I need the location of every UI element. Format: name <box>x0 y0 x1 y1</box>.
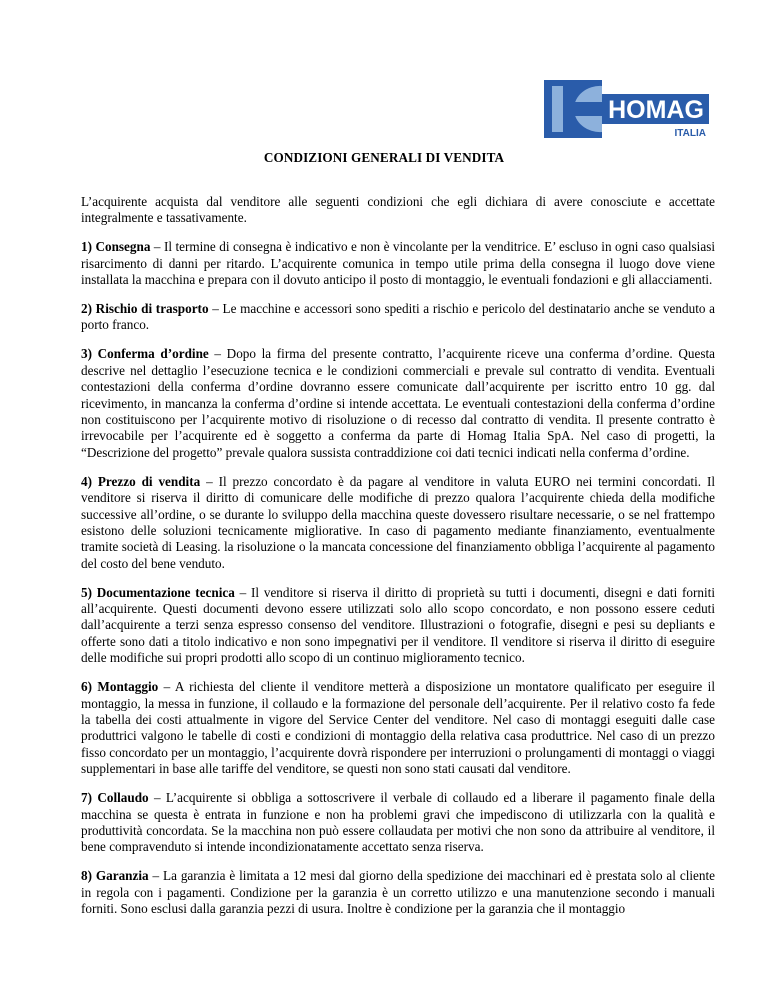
section-heading: 4) Prezzo di vendita <box>81 473 201 489</box>
section-conferma-ordine <box>81 346 715 461</box>
section-text: – L’acquirente si obbliga a sottoscrivere il verbale di collaudo ed a liberare il pagamento finale della macchina se questa è entrata in funzione e non ha problemi gravi che impediscono di utilizzarla con la qualità e produttività concordata. Se la macchina non può essere collaudata per motivi che non sono da attribuire al venditore, il bene compravenduto si intende incondizionatamente accettato senza riserva. <box>81 790 715 855</box>
section-heading: 5) Documentazione tecnica <box>81 584 235 600</box>
section-garanzia <box>81 868 715 917</box>
section-text: – Il prezzo concordato è da pagare al venditore in valuta EURO nei termini concordati. Il venditore si riserva il diritto di comunicare delle modifiche di prezzo qualora l’acquirente chieda della modifiche successive all’ordine, o se durante lo sviluppo della macchina queste dovessero risultare necessarie, o se nel frattempo esistono delle soluzioni tecnicamente migliorative. In caso di pagamento mediante finanziamento, eventualmente tramite società di Leasing. la risoluzione o la mancata concessione del finanziamento obbliga l’acquirente al pagamento del costo del bene venduto. <box>81 473 715 571</box>
section-documentazione-tecnica <box>81 585 715 667</box>
section-text: – Dopo la firma del presente contratto, l’acquirente riceve una conferma d’ordine. Questa descrive nel dettaglio l’esecuzione tecnica e le condizioni commerciali e prevale sul contratto di vendita. Eventuali contestazioni della conferma d’ordine dovranno essere comunicate dall’acquirente per iscritto entro 10 gg. dal ricevimento, in mancanza la conferma d’ordine si intende accettata. Le eventuali contestazioni della conferma d’ordine non costituiscono per l’acquirente motivo di risoluzione o di recesso dal contratto di vendita. Il presente contratto è irrevocabile per l’acquirente ed è soggetto a conferma da parte di Homag Italia SpA. Nel caso di progetti, la “Descrizione del progetto” prevale qualora sussista contraddizione coi dati tecnici indicati nella conferma d’ordine. <box>81 346 715 460</box>
homag-italia-logo <box>544 80 709 138</box>
logo-sub-text: ITALIA <box>674 128 706 138</box>
section-text: – A richiesta del cliente il venditore metterà a disposizione un montatore qualificato per eseguire il montaggio, la messa in funzione, il collaudo e la formazione del personale dell’acquirente. Per il relativo costo fa fede la tabella dei costi attualmente in vigore del Service Center del venditore. Nel caso di montaggi eseguiti dalle case produttrici valgono le tabelle di costi e condizioni di montaggio della relativa casa produttrice. Nel caso di un prezzo fisso concordato per un montaggio, l’acquirente dovrà rispondere per interruzioni o prolungamenti di montaggi o viaggi supplementari in base alle tariffe del venditore, se questi non sono stati causati dal venditore. <box>81 679 715 777</box>
section-text: – Il venditore si riserva il diritto di proprietà su tutti i documenti, disegni e dati forniti all’acquirente. Questi documenti devono essere utilizzati solo allo scopo concordato, e non possono essere ceduti dall’acquirente a terzi senza espresso consenso del venditore. Illustrazioni o fotografie, disegni e pesi su depliants e offerte sono dati a titolo indicativo e non sono impegnativi per il venditore. Il venditore si riserva il diritto di eseguire delle modifiche sui propri prodotti allo scopo di un continuo miglioramento tecnico. <box>81 584 715 666</box>
section-collaudo <box>81 790 715 856</box>
section-text: – Le macchine e accessori sono spediti a rischio e pericolo del destinatario anche se venduto a porto franco. <box>81 301 715 333</box>
section-heading: 6) Montaggio <box>81 679 159 695</box>
section-heading: 3) Conferma d’ordine <box>81 346 209 362</box>
section-heading: 8) Garanzia <box>81 868 149 884</box>
section-consegna <box>81 239 715 288</box>
section-text: – Il termine di consegna è indicativo e non è vincolante per la venditrice. E’ escluso in ogni caso qualsiasi risarcimento di danni per ritardo. L’acquirente comunica in tempo utile prima della consegna il luogo dove viene installata la macchina e prepara con il dovuto anticipo il posto di montaggio, le eventuali fondazioni e gli allacciamenti. <box>81 239 715 288</box>
section-prezzo-vendita <box>81 474 715 572</box>
section-heading: 1) Consegna <box>81 239 151 255</box>
document-body <box>81 194 715 930</box>
section-text: – La garanzia è limitata a 12 mesi dal giorno della spedizione dei macchinari ed è prestata solo al cliente in regola con i pagamenti. Condizione per la garanzia è un corretto utilizzo e una manutenzione secondo i manuali forniti. Sono esclusi dalla garanzia pezzi di usura. Inoltre è condizione per la garanzia che il montaggio <box>81 868 715 917</box>
section-rischio-trasporto <box>81 301 715 334</box>
section-montaggio <box>81 679 715 777</box>
intro-paragraph: L’acquirente acquista dal venditore alle seguenti condizioni che egli dichiara di avere conosciute e accettate integralmente e tassativamente. <box>81 194 715 226</box>
logo-graphic <box>544 80 709 138</box>
section-heading: 2) Rischio di trasporto <box>81 301 209 317</box>
document-title: CONDIZIONI GENERALI DI VENDITA <box>263 150 505 165</box>
section-heading: 7) Collaudo <box>81 790 149 806</box>
logo-brand-text: HOMAG <box>608 96 704 124</box>
